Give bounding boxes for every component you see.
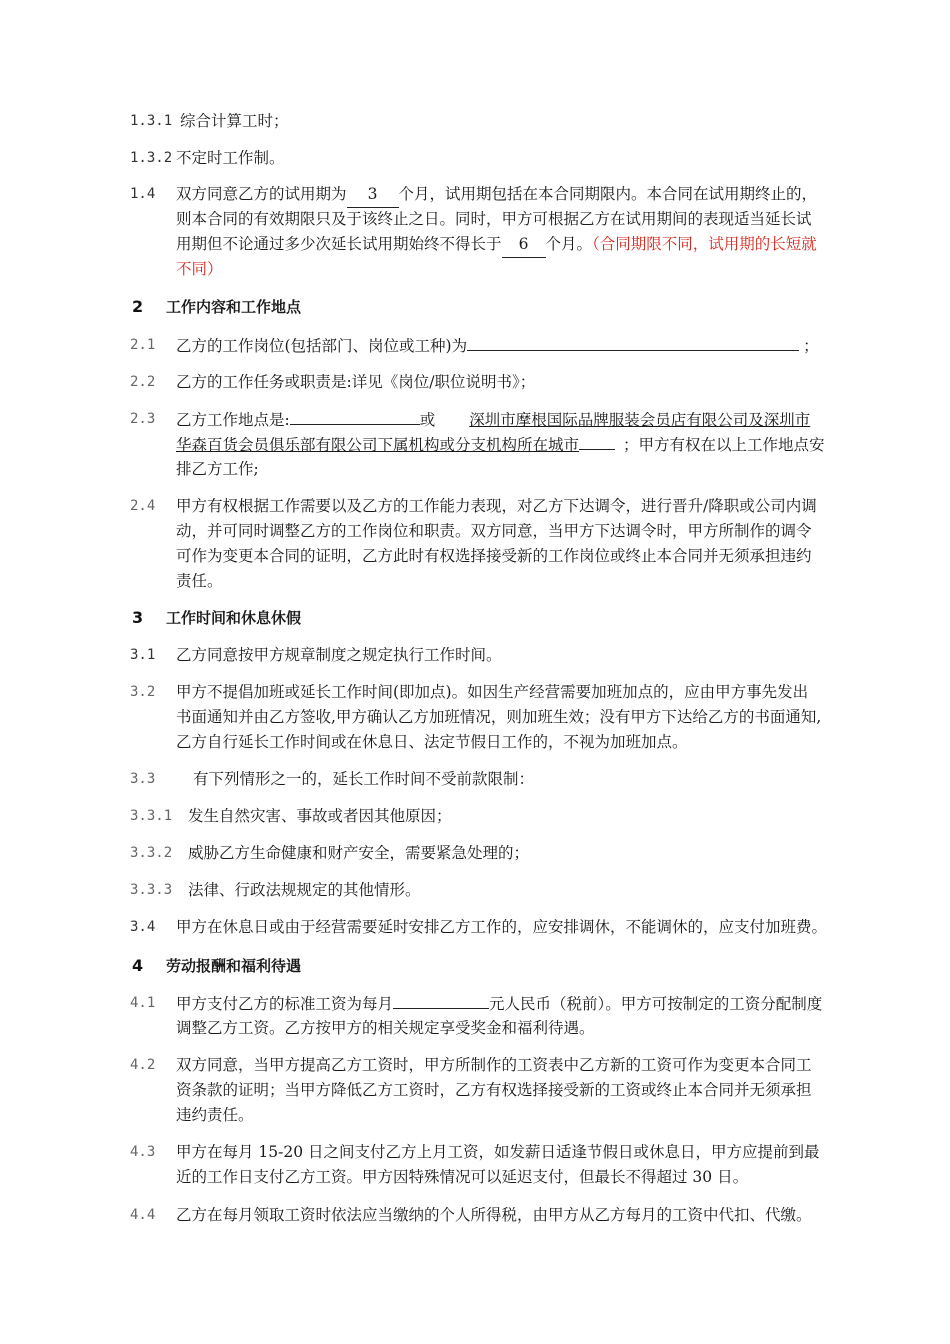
clause-number: 1.4: [130, 186, 156, 202]
section-title: 工作时间和休息休假: [166, 609, 302, 627]
clause-number: 3.3.3: [130, 882, 173, 898]
clause-number: 1.3.1: [130, 113, 173, 129]
section-number: 2: [132, 297, 144, 316]
clause-text: 个月。: [545, 235, 593, 253]
workplace-value: 深圳市摩根国际品牌服装会员店有限公司及深圳市: [469, 411, 811, 429]
salary-blank: [393, 990, 489, 1009]
section-title: 工作内容和工作地点: [166, 298, 302, 316]
workplace-blank: [290, 406, 420, 425]
red-annotation: （合同期限不同，试用期的长短就: [592, 235, 817, 253]
probation-months-field: 3: [347, 181, 399, 208]
clause-number: 4.2: [130, 1057, 156, 1073]
red-annotation: 不同）: [176, 260, 223, 278]
clause-number: 1.3.2: [130, 150, 173, 166]
clause-text: 则本合同的有效期限只及于该终止之日。同时，甲方可根据乙方在试用期间的表现适当延长试: [176, 210, 812, 228]
clause-number: 2.1: [130, 337, 156, 353]
contract-page: 1.3.1 综合计算工时； 1.3.2 不定时工作制。 1.4 双方同意乙方的试用期为 3 个月，试用期包括在本合同期限内。本合同在试用期终止的， 则本合同的有效期限只及于该终止之日。同时，甲方可根据乙方在试用期间的表现适当延长试 用期但不论通过多少次延长试用期始终不得长于 6 个月。（合同期限不同，试用期的长短就 不同） 2 工作内容和工作地点 2.1 乙方的工作岗位(包括部门、岗位或工种)为 ； 2.2 乙方的工作任务或职责是:详见《岗位/职位说明书》； 2.3 乙方工作地点是: 或 深圳市摩根国际品牌服装会员店有限公司及深圳市 华森百货会员俱乐部有限公司下属机构或分支机构所在城市 ；甲方有权在以上工作地点安 排乙方工作; 2.4 甲方有权根据工作需要以及乙方的工作能力表现，对乙方下达调令，进行晋升/降职或公司内调 动，并可同时调整乙方的工作岗位和职责。双方同意，当甲方下达调令时，甲方所制作的调令 可作为变更本合同的证明，乙方此时有权选择接受新的工作岗位或终止本合同并无须承担违约 责任。 3 工作时间和休息休假 3.1 乙方同意按甲方规章制度之规定执行工作时间。 3.2 甲方不提倡加班或延长工作时间(即加点)。如因生产经营需要加班加点的，应由甲方事先发出 书面通知并由乙方签收,甲方确认乙方加班情况，则加班生效；没有甲方下达给乙方的书面通知, 乙方自行延长工作时间或在休息日、法定节假日工作的，不视为加班加点。 3.3 有下列情形之一的，延长工作时间不受前款限制： 3.3.1 发生自然灾害、事故或者因其他原因； 3.3.2 威胁乙方生命健康和财产安全，需要紧急处理的； 3.3.3 法律、行政法规规定的其他情形。 3.4 甲方在休息日或由于经营需要延时安排乙方工作的，应安排调休，不能调休的，应支付加班费。 4 劳动报酬和福利待遇 4.1 甲方支付乙方的标准工资为每月 元人民币（税前）。甲方可按制定的工资分配制度 调整乙方工资。乙方按甲方的相关规定享受奖金和福利待遇。 4.2 双方同意，当甲方提高乙方工资时，甲方所制作的工资表中乙方新的工资可作为变更本合同工 资条款的证明；当甲方降低乙方工资时，乙方有权选择接受新的工资或终止本合同并无须承担 违约责任。 4.3 甲方在每月 15-20 日之间支付乙方上月工资，如发薪日适逢节假日或休息日，甲方应提前到最 近的工作日支付乙方工资。甲方因特殊情况可以延迟支付，但最长不得超过 30 日。 4.4 乙方在每月领取工资时依法应当缴纳的个人所得税，由甲方从乙方每月的工资中代扣、代缴。: [0, 0, 950, 1344]
clause-number: 3.1: [130, 647, 156, 663]
clause-text: 乙方的工作任务或职责是:详见《岗位/职位说明书》；: [176, 373, 536, 391]
clause-text: 双方同意乙方的试用期为: [176, 185, 347, 203]
section-number: 4: [132, 956, 144, 975]
clause-text: 综合计算工时；: [180, 112, 289, 130]
section-number: 3: [132, 608, 144, 627]
clause-text: 不定时工作制。: [176, 149, 285, 167]
clause-number: 4.3: [130, 1144, 156, 1160]
clause-number: 3.4: [130, 919, 156, 935]
clause-number: 4.1: [130, 995, 156, 1011]
clause-text: 用期但不论通过多少次延长试用期始终不得长于: [176, 235, 502, 253]
clause-number: 2.3: [130, 411, 156, 427]
clause-text: 乙方的工作岗位(包括部门、岗位或工种)为: [176, 337, 468, 355]
clause-number: 3.3.2: [130, 845, 173, 861]
clause-number: 3.3: [130, 771, 156, 787]
clause-number: 3.2: [130, 684, 156, 700]
clause-number: 2.4: [130, 498, 156, 514]
clause-number: 2.2: [130, 374, 156, 390]
max-probation-months-field: 6: [502, 231, 546, 258]
section-title: 劳动报酬和福利待遇: [166, 957, 302, 975]
clause-text: 个月，试用期包括在本合同期限内。本合同在试用期终止的，: [398, 185, 818, 203]
workplace-value: 华森百货会员俱乐部有限公司下属机构或分支机构所在城市: [176, 436, 580, 454]
clause-number: 4.4: [130, 1207, 156, 1223]
clause-number: 3.3.1: [130, 808, 173, 824]
job-position-blank: [467, 332, 799, 351]
